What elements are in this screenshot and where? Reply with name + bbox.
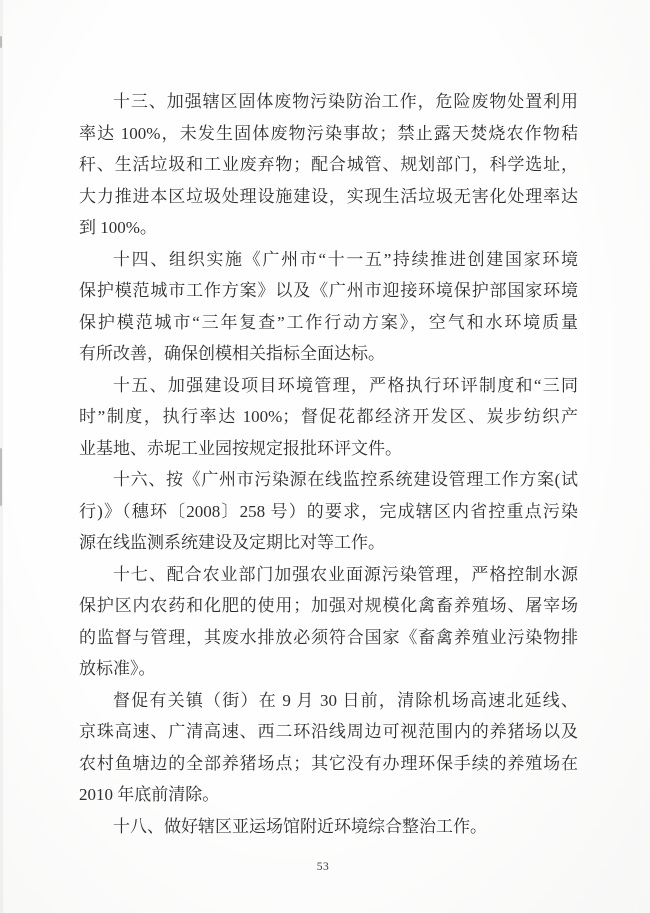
text-line: 保护模范城市工作方案》以及《广州市迎接环境保护部国家环境 [79,281,578,300]
scan-edge-artifact [0,36,2,48]
text-line: 保护区内农药和化肥的使用；加强对规模化禽畜养殖场、屠宰场 [79,596,578,615]
paragraph [79,86,578,244]
text-line: 时”制度，执行率达 100%；督促花都经济开发区、炭步纺织产 [79,407,578,426]
text-line: 十六、按《广州市污染源在线监控系统建设管理工作方案(试 [113,470,578,489]
paragraph [79,244,578,370]
text-line: 十四、组织实施《广州市“十一五”持续推进创建国家环境 [113,249,578,269]
text-line: 有所改善，确保创模相关指标全面达标。 [79,344,385,363]
paragraph [79,464,578,559]
text-line: 源在线监测系统建设及定期比对等工作。 [79,533,385,552]
text-line: 行)》（穗环〔2008〕258 号）的要求，完成辖区内省控重点污染 [79,501,578,521]
text-line: 十五、加强建设项目环境管理，严格执行环评制度和“三同 [113,375,578,395]
text-line: 到 100%。 [79,218,157,237]
paragraph [79,811,578,843]
text-line: 保护模范城市“三年复查”工作行动方案》，空气和水环境质量 [79,312,578,332]
text-line: 京珠高速、广清高速、西二环沿线周边可视范围内的养猪场以及 [79,722,578,741]
page-number: 53 [316,861,330,873]
text-line: 十八、做好辖区亚运场馆附近环境综合整治工作。 [113,816,487,836]
text-line: 放标准》。 [79,659,156,678]
text-line: 十七、配合农业部门加强农业面源污染管理，严格控制水源 [113,564,578,584]
text-line: 的监督与管理，其废水排放必须符合国家《畜禽养殖业污染物排 [79,627,578,647]
text-line: 督促有关镇（街）在 9 月 30 日前，清除机场高速北延线、 [113,690,578,710]
scan-edge-artifact [0,448,2,506]
paragraph [79,685,578,811]
text-line: 率达 100%，未发生固体废物污染事故；禁止露天焚烧农作物秸 [79,123,578,143]
text-line: 业基地、赤坭工业园按规定报批环评文件。 [79,438,402,458]
paragraph [79,370,578,465]
text-line: 秆、生活垃圾和工业废弃物；配合城管、规划部门，科学选址， [79,155,578,174]
text-line: 2010 年底前清除。 [79,785,220,804]
document-body [79,86,578,842]
text-line: 十三、加强辖区固体废物污染防治工作，危险废物处置利用 [113,92,578,111]
paragraph [79,559,578,685]
text-line: 大力推进本区垃圾处理设施建设，实现生活垃圾无害化处理率达 [79,186,578,206]
text-line: 农村鱼塘边的全部养猪场点；其它没有办理环保手续的养殖场在 [79,753,578,773]
